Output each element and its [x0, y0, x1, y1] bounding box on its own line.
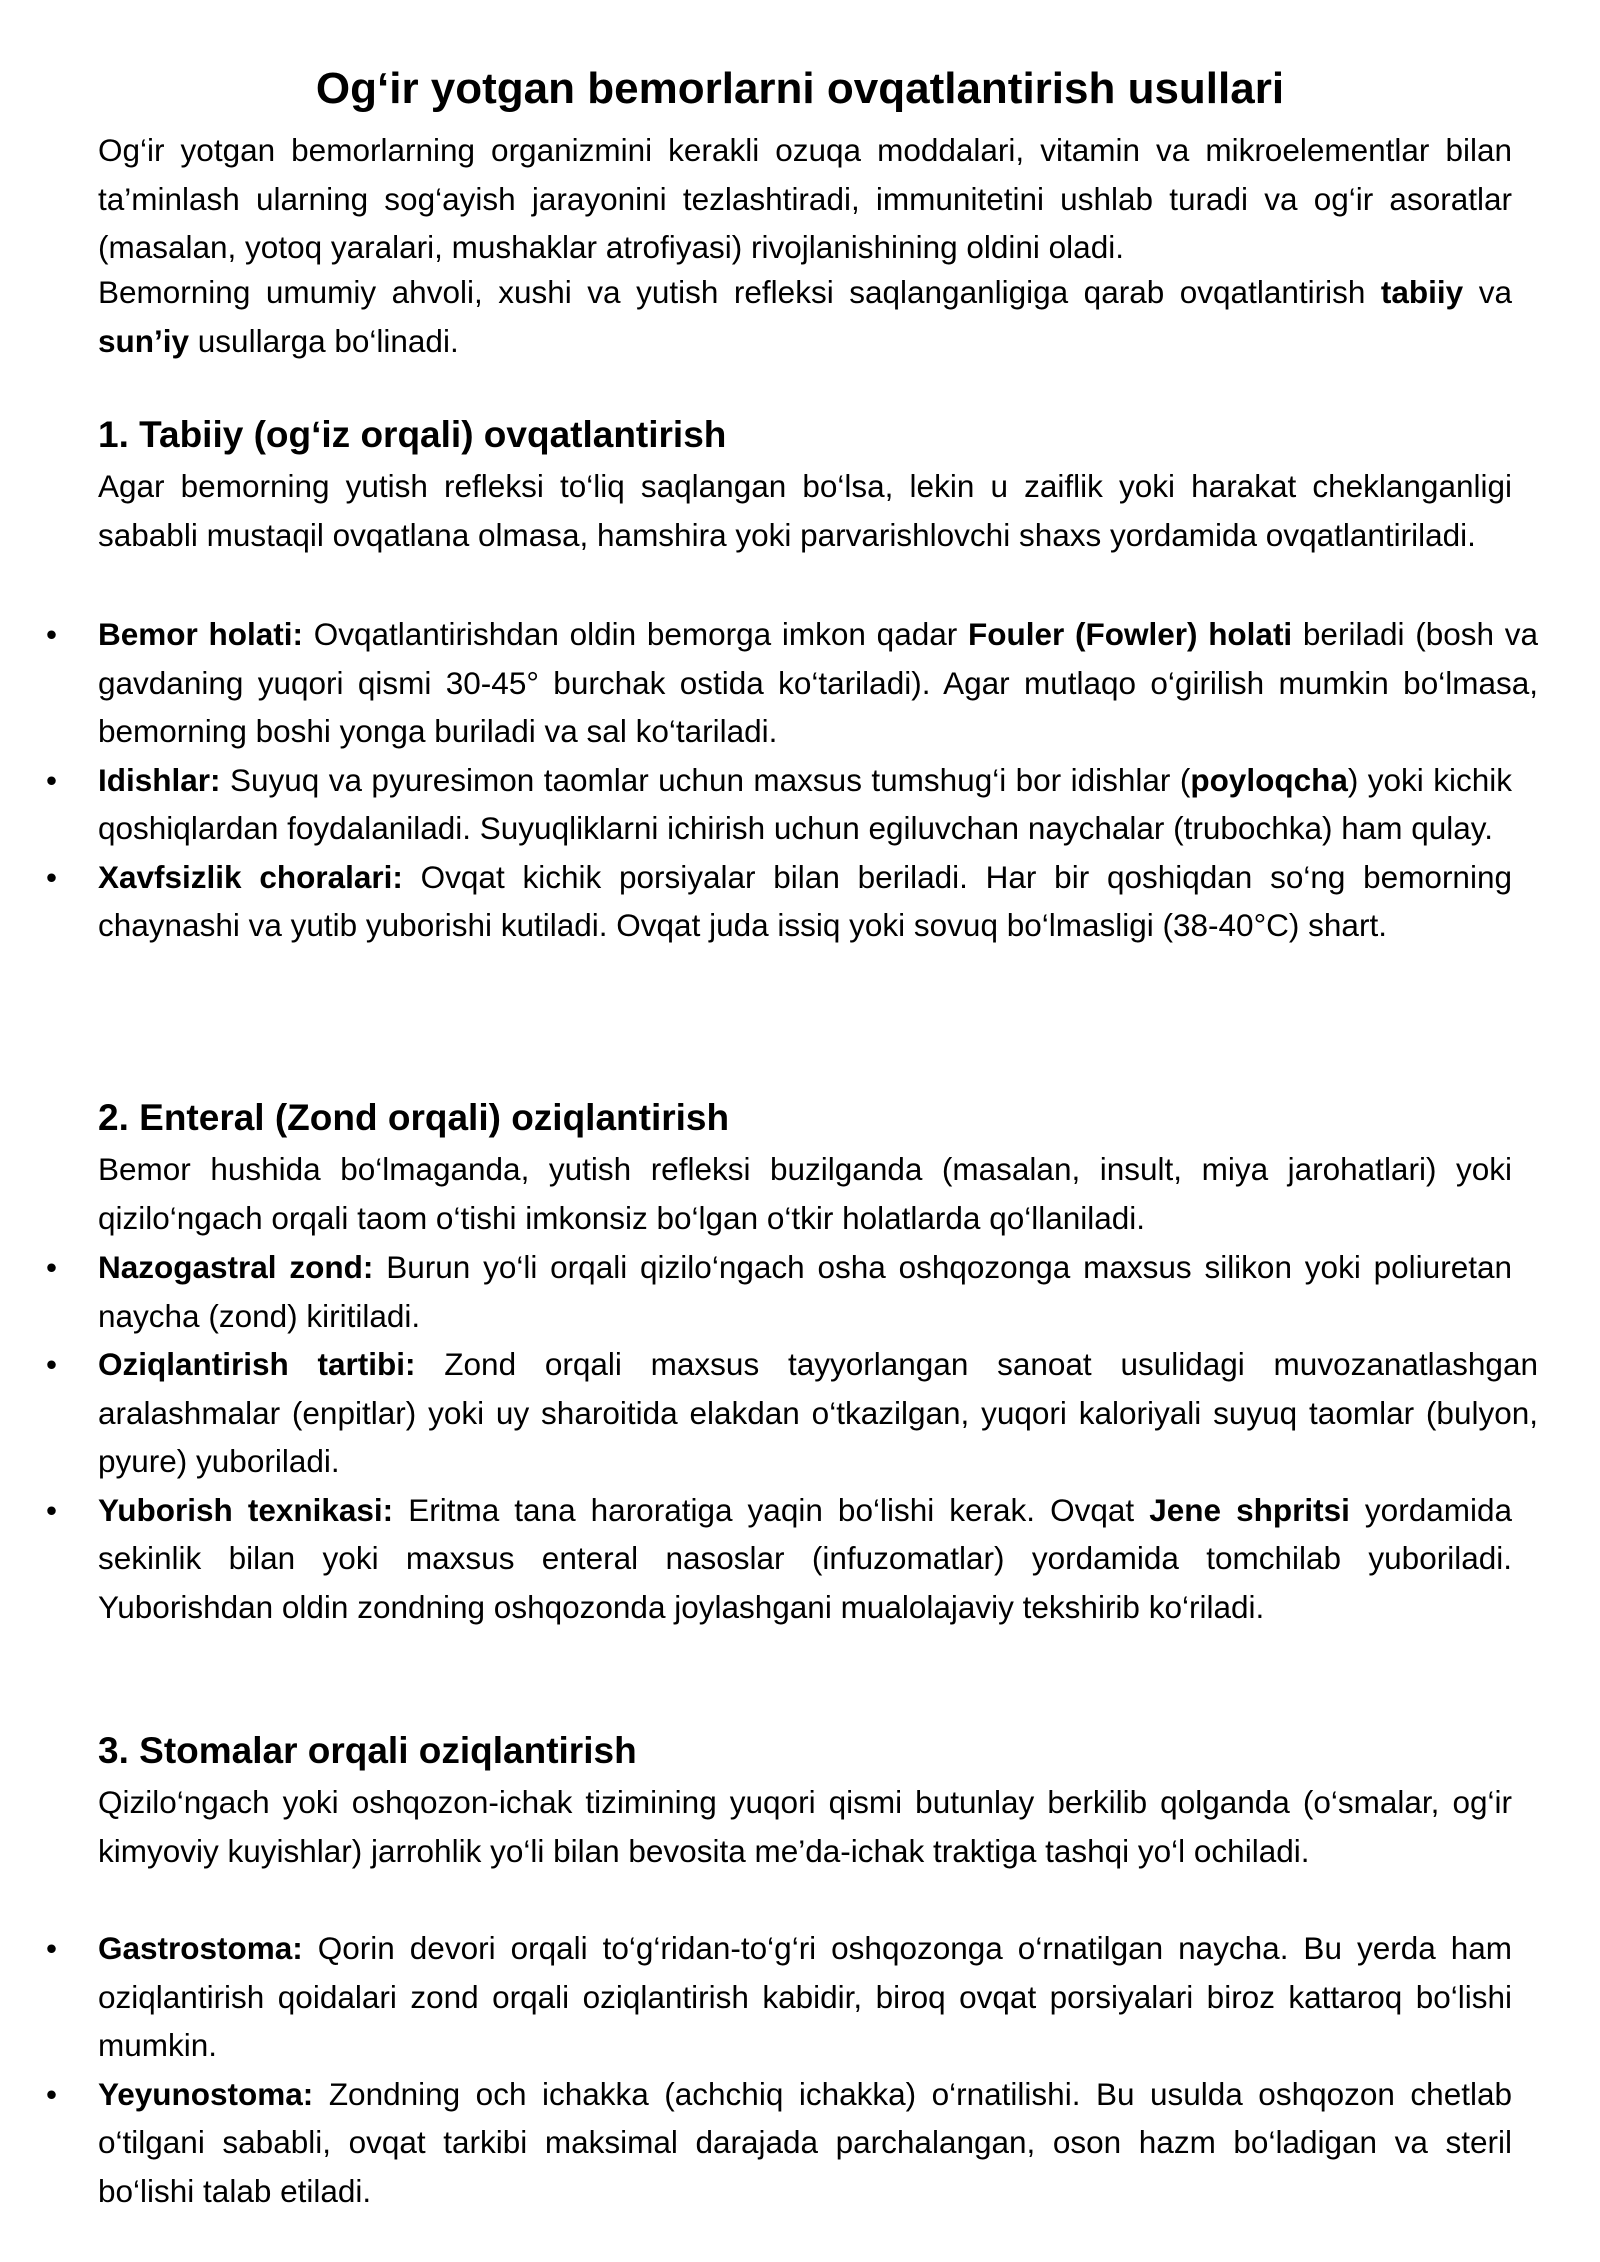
bullet-icon: • — [46, 858, 58, 895]
bullet-text: beriladi (bosh va gavdaning yuqori qismi 30-45° burchak ostida ko‘tariladi). Agar mutlaqo o‘girilish mumkin bo‘lmasa, bemorning boshi yonga buriladi va sal ko‘tariladi. — [98, 616, 1538, 749]
section-heading-3: 3. Stomalar orqali oziqlantirish — [98, 1730, 637, 1771]
bullet-icon: • — [46, 1346, 58, 1382]
bullet-label: Yuborish texnikasi: — [98, 1491, 394, 1528]
bullet-label: Oziqlantirish tartibi: — [98, 1346, 416, 1382]
bullet-icon: • — [46, 761, 58, 798]
bullet-text: Burun yo‘li orqali qizilo‘ngach osha oshqozonga maxsus silikon yoki poliuretan naycha (zond) kiritiladi. — [98, 1249, 1512, 1334]
bullet-text: Suyuq va pyuresimon taomlar uchun maxsus tumshug‘i bor idishlar ( — [220, 761, 1191, 798]
document-title: Og‘ir yotgan bemorlarni ovqatlantirish usullari — [315, 64, 1285, 113]
bullet-text: Qorin devori orqali to‘g‘ridan-to‘g‘ri oshqozonga o‘rnatilgan naycha. Bu yerda ham oziqlantirish qoidalari zond orqali oziqlantirish kabidir, biroq ovqat porsiyalari biroz kattaroq bo‘lishi mumkin. — [98, 1930, 1512, 2063]
list-item — [0, 1243, 1512, 1340]
bullet-text: Ovqat kichik porsiyalar bilan beriladi. Har bir qoshiqdan so‘ng bemorning chaynashi va yutib yuborishi kutiladi. Ovqat juda issiq yoki sovuq bo‘lmasligi (38-40°C) shart. — [98, 858, 1512, 943]
intro-text: va — [1463, 274, 1512, 310]
section-intro-2: Bemor hushida bo‘lmaganda, yutish refleksi buzilganda (masalan, insult, miya jarohatlari) yoki qizilo‘ngach orqali taom o‘tishi imkonsiz bo‘lgan o‘tkir holatlarda qo‘llaniladi. — [98, 1151, 1512, 1236]
section-heading-2: 2. Enteral (Zond orqali) oziqlantirish — [98, 1097, 730, 1138]
bullet-label: Gastrostoma: — [98, 1930, 303, 1966]
bullet-icon: • — [46, 2075, 58, 2112]
bullet-icon: • — [46, 616, 58, 652]
bullet-label: Yeyunostoma: — [98, 2075, 314, 2112]
intro-paragraph-2 — [98, 268, 1512, 365]
bullet-list-2 — [0, 1243, 1600, 1631]
bullet-icon: • — [46, 1491, 58, 1528]
bullet-text: Eritma tana haroratiga yaqin bo‘lishi kerak. Ovqat — [393, 1491, 1150, 1528]
bullet-text: ) yoki kichik qoshiqlardan foydalaniladi. Suyuqliklarni ichirish uchun egiluvchan naychalar (trubochka) ham qulay. — [98, 761, 1512, 846]
section-intro-3: Qizilo‘ngach yoki oshqozon-ichak tizimining yuqori qismi butunlay berkilib qolganda (o‘smalar, og‘ir kimyoviy kuyishlar) jarrohlik yo‘li bilan bevosita me’da-ichak traktiga tashqi yo‘l ochiladi. — [98, 1784, 1512, 1869]
bullet-bold-term: Fouler (Fowler) holati — [967, 616, 1293, 652]
bullet-label: Idishlar: — [98, 761, 221, 798]
list-item — [0, 1924, 1512, 2070]
intro-text: usullarga bo‘linadi. — [189, 322, 459, 359]
intro-paragraph-1: Og‘ir yotgan bemorlarning organizmini kerakli ozuqa moddalari, vitamin va mikroelementlar bilan ta’minlash ularning sog‘ayish jarayonini tezlashtiradi, immunitetini ushlab turadi va og‘ir asoratlar (masalan, yotoq yaralari, mushaklar atrofiyasi) rivojlanishining oldini oladi. — [98, 132, 1512, 265]
list-item — [0, 1340, 1538, 1486]
bullet-list-1 — [0, 610, 1600, 950]
bullet-icon: • — [46, 1249, 58, 1285]
bold-term-suniy: sun’iy — [98, 322, 190, 359]
bullet-text: yordamida sekinlik bilan yoki maxsus enteral nasoslar (infuzomatlar) yordamida tomchilab yuboriladi. Yuborishdan oldin zondning oshqozonda joylashgani mualolajaviy tekshirib ko‘riladi. — [98, 1491, 1513, 1625]
bullet-label: Nazogastral zond: — [98, 1249, 374, 1285]
bullet-bold-term: Jene shpritsi — [1149, 1491, 1350, 1528]
bullet-label: Bemor holati: — [98, 616, 303, 652]
intro-text: Bemorning umumiy ahvoli, xushi va yutish refleksi saqlanganligiga qarab ovqatlantirish — [98, 274, 1381, 310]
bullet-text: Zond orqali maxsus tayyorlangan sanoat usulidagi muvozanatlashgan aralashmalar (enpitlar) yoki uy sharoitida elakdan o‘tkazilgan, yuqori kaloriyali suyuq taomlar (bulyon, pyure) yuboriladi. — [98, 1346, 1538, 1479]
bullet-label: Xavfsizlik choralari: — [98, 858, 403, 895]
bullet-icon: • — [46, 1930, 58, 1966]
section-heading-1: 1. Tabiiy (og‘iz orqali) ovqatlantirish — [98, 414, 727, 455]
bullet-bold-term: poyloqcha — [1190, 761, 1348, 798]
list-item — [0, 853, 1512, 950]
bullet-text: Ovqatlantirishdan oldin bemorga imkon qadar — [303, 616, 968, 652]
list-item — [0, 610, 1538, 756]
list-item — [0, 1486, 1512, 1632]
section-intro-1: Agar bemorning yutish refleksi to‘liq saqlangan bo‘lsa, lekin u zaiflik yoki harakat cheklanganligi sababli mustaqil ovqatlana olmasa, hamshira yoki parvarishlovchi shaxs yordamida ovqatlantiriladi. — [98, 468, 1512, 553]
list-item — [0, 2070, 1512, 2216]
bullet-text: Zondning och ichakka (achchiq ichakka) o‘rnatilishi. Bu usulda oshqozon chetlab o‘tilgani sababli, ovqat tarkibi maksimal darajada parchalangan, oson hazm bo‘ladigan va steril bo‘lishi talab etiladi. — [98, 2075, 1512, 2209]
bullet-list-3 — [0, 1924, 1600, 2215]
list-item — [0, 756, 1512, 853]
bold-term-tabiiy: tabiiy — [1380, 274, 1464, 310]
